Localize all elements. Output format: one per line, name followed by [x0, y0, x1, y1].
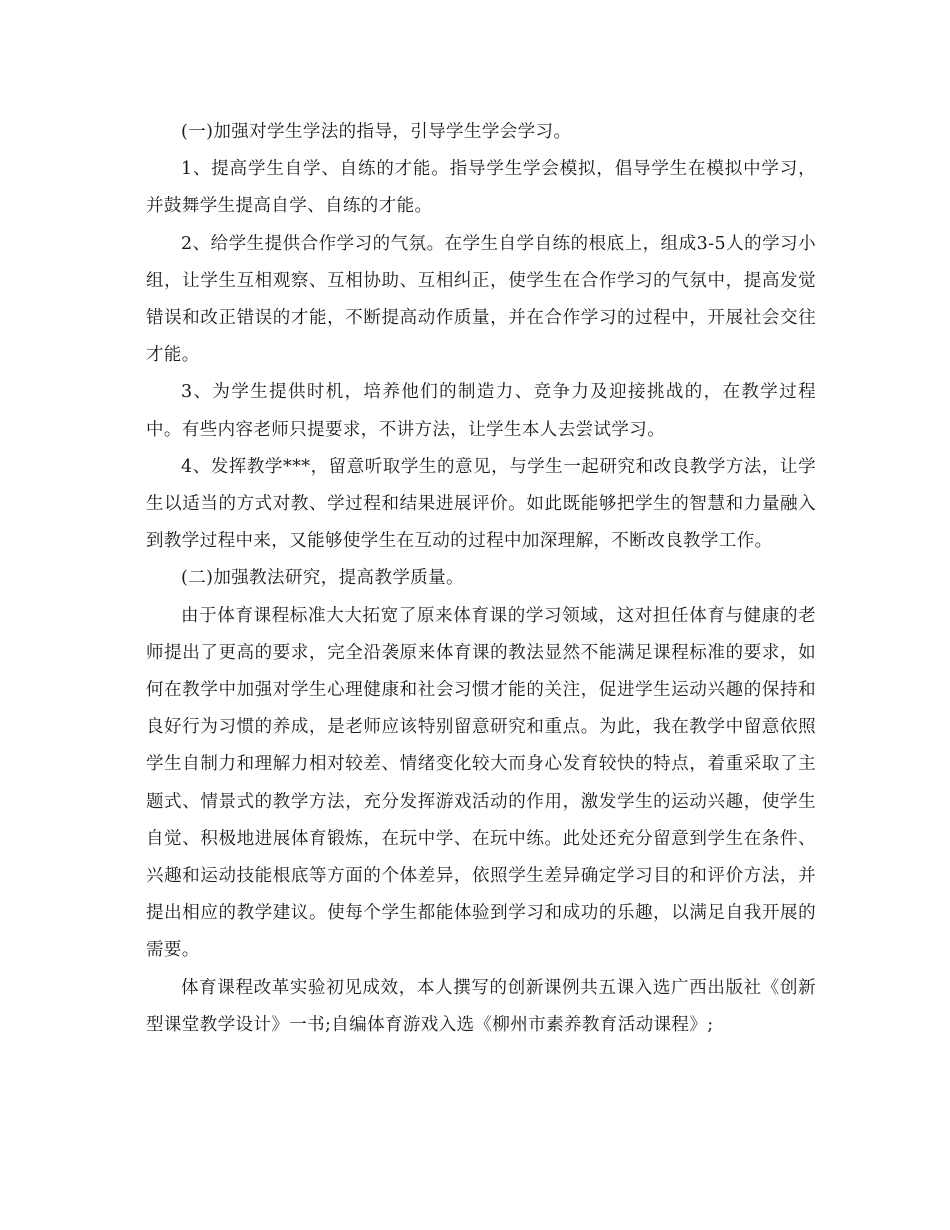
paragraph-7: 由于体育课程标准大大拓宽了原来体育课的学习领域，这对担任体育与健康的老师提出了更高的要求，完全沿袭原来体育课的教法显然不能满足课程标准的要求，如何在教学中加强对学生心理健康和社会习惯才能的关注，促进学生运动兴趣的保持和良好行为习惯的养成，是老师应该特别留意研究和重点。为此，我在教学中留意依照学生自制力和理解力相对较差、情绪变化较大而身心发育较快的特点，着重采取了主题式、情景式的教学方法，充分发挥游戏活动的作用，激发学生的运动兴趣，使学生自觉、积极地进展体育锻炼，在玩中学、在玩中练。此处还充分留意到学生在条件、兴趣和运动技能根底等方面的个体差异，依照学生差异确定学习目的和评价方法，并提出相应的教学建议。使每个学生都能体验到学习和成功的乐趣，以满足自我开展的需要。 — [146, 605, 816, 961]
paragraph-8: 体育课程改革实验初见成效，本人撰写的创新课例共五课入选广西出版社《创新型课堂教学设计》一书;自编体育游戏入选《柳州市素养教育活动课程》; — [146, 977, 816, 1035]
paragraph-3: 2、给学生提供合作学习的气氛。在学生自学自练的根底上，组成3-5人的学习小组，让学生互相观察、互相协助、互相纠正，使学生在合作学习的气氛中，提高发觉错误和改正错误的才能，不断提高动作质量，并在合作学习的过程中，开展社会交往才能。 — [146, 233, 816, 366]
paragraph-5: 4、发挥教学***，留意听取学生的意见，与学生一起研究和改良教学方法，让学生以适当的方式对教、学过程和结果进展评价。如此既能够把学生的智慧和力量融入到教学过程中来，又能够使学生在互动的过程中加深理解，不断改良教学工作。 — [146, 456, 816, 552]
paragraph-2: 1、提高学生自学、自练的才能。指导学生学会模拟，倡导学生在模拟中学习，并鼓舞学生提高自学、自练的才能。 — [146, 159, 816, 217]
document-body — [146, 114, 816, 1044]
paragraph-6: (二)加强教法研究，提高教学质量。 — [181, 568, 464, 589]
paragraph-1: (一)加强对学生学法的指导，引导学生学会学习。 — [181, 122, 572, 142]
paragraph-4: 3、为学生提供时机，培养他们的制造力、竞争力及迎接挑战的，在教学过程中。有些内容老师只提要求，不讲方法，让学生本人去尝试学习。 — [146, 382, 816, 440]
